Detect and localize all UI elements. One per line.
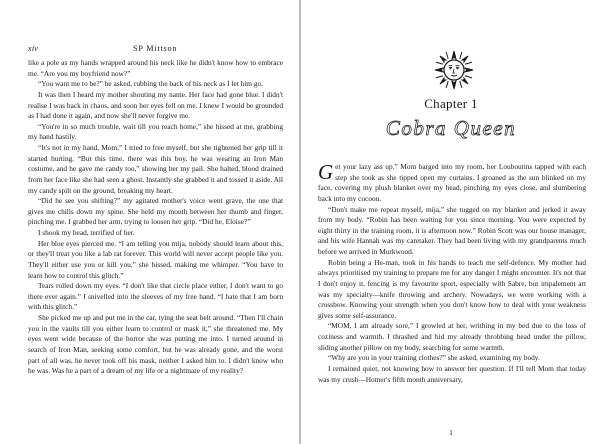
paragraph: I remained quiet, not knowing how to answer her question. If I'll tell Mom that today was my crush—Homer's fifth month anniversary, [318,363,586,384]
page-number: 1 [449,428,453,437]
paragraph: Her blue eyes pierced me. “I am telling you mija, nobody should learn about this, or they'll treat you like a lab rat forever. This world will never accept people like you. They'll either use you or kill you,” she hissed, making me whimper. “You have to learn how to control this glitch.” [28,238,283,280]
paragraph: She picked me up and put me in the car, tying the seat belt around. “Then I'll chain you in the vaults till you either learn to control or mask it,” she threatened me. My eyes went wide because of the horror she was putting me into. I turned around in search of Iron Man, seeking some comfort, but he was already gone, and the worst part of all was, he never took off his mask, neither I asked him to. I didn't know who he was. Was he a part of a dream of my life or a nightmare of my reality? [28,313,283,376]
paragraph: “You're in so much trouble, wait till you reach home,” she hissed at me, grabbing my hand hastily. [28,121,283,142]
chapter-title-text: Cobra Queen [385,116,517,140]
left-body-text [28,58,283,377]
paragraph: “Did he see you shifting?” my agitated mother's voice went grave, the one that gives me chills down my spine. She held my mouth between her thumb and finger, pinching me. I grabbed her arm, trying to loosen her grip. “Did he, Eloise?” [28,196,283,227]
paragraph: “It's not in my hand, Mom,” I tried to free myself, but she tightened her grip till it started hurting. “But this time, there was this boy, he was wearing an Iron Man costume, and he gave me candy too,” showing her my pail. She halted, blood drained from her face like she had seen a ghost. Instantly she grabbed it and tossed it aside. All my candy spilt on the ground, breaking my heart. [28,143,283,195]
paragraph: Robin being a He-man, took in his hands to teach me self-defence. My mother had always prioritised my training to prepare me for any danger I might encounter. It's not that I don't enjoy it, fencing is my favourite sport, especially with Sabre, but impalement art was my specialty—knife throwing and archery. Nowadays, we were working with a crossbow. Knowing your strength when you don't know how to deal with your weakness gives some self-assurance. [318,257,586,320]
right-page [301,0,600,444]
paragraph: “Why are you in your training clothes?” she asked, examining my body. [328,353,540,363]
paragraph: “Don't make me repeat myself, mija,” she tugged on my blanket and jerked it away from my body. “Robin has been waiting for you since morning. You were expected by eight thirty in the training room, it is afternoon now.” Robin Scott was our house manager, and his wife Hannah was my caretaker. They had been living with my grandparents much before we arrived in Murkwood. [318,204,586,256]
right-body-text [318,162,586,385]
drop-cap: G [318,160,334,184]
paragraph: Tears rolled down my eyes. “I don't like that circle place either, I don't want to go there ever again.” I snivelled into the sleeves of my free hand. “I hate that I am born with this glitch.” [28,281,283,312]
sun-face-icon [434,50,474,90]
left-page [0,0,299,444]
opening-paragraph [318,162,586,205]
chapter-label: Chapter 1 [424,96,478,111]
paragraph: I shook my head, terrified of her. [38,228,135,237]
paragraph: like a pole as my hands wrapped around his neck like he didn't know how to embrace me. “Are you my boyfriend now?” [28,58,283,78]
paragraph: It was then I heard my mother shouting my name. Her face had gone blue. I didn't realise I was back in chaos, and soon her eyes fell on me. I knew I would be grounded as I had done it again, and now she'll never forgive me. [28,89,283,121]
page-folio: xiv [28,44,39,53]
chapter-title [301,116,600,141]
paragraph-text: et your lazy ass up.” Mom barged into my room, her Louboutins tapped with each step she took as she tipped open my curtains. I groaned as the sun blinked on my face, covering my plush blanket over my head, pinching my eyes close, and slumbering back into my cocoon. [318,162,586,203]
running-head-author: SP Mittson [133,44,178,53]
paragraph: “You want me to be?” he asked, rubbing the back of his neck as I let him go. [38,79,264,89]
paragraph: “MOM, I am already sore,” I growled at her, writhing in my bed due to the loss of coziness and warmth. I thrashed and hid my already throbbing head under the pillow, sliding another pillow on my body, searching for some warmth. [318,321,586,352]
